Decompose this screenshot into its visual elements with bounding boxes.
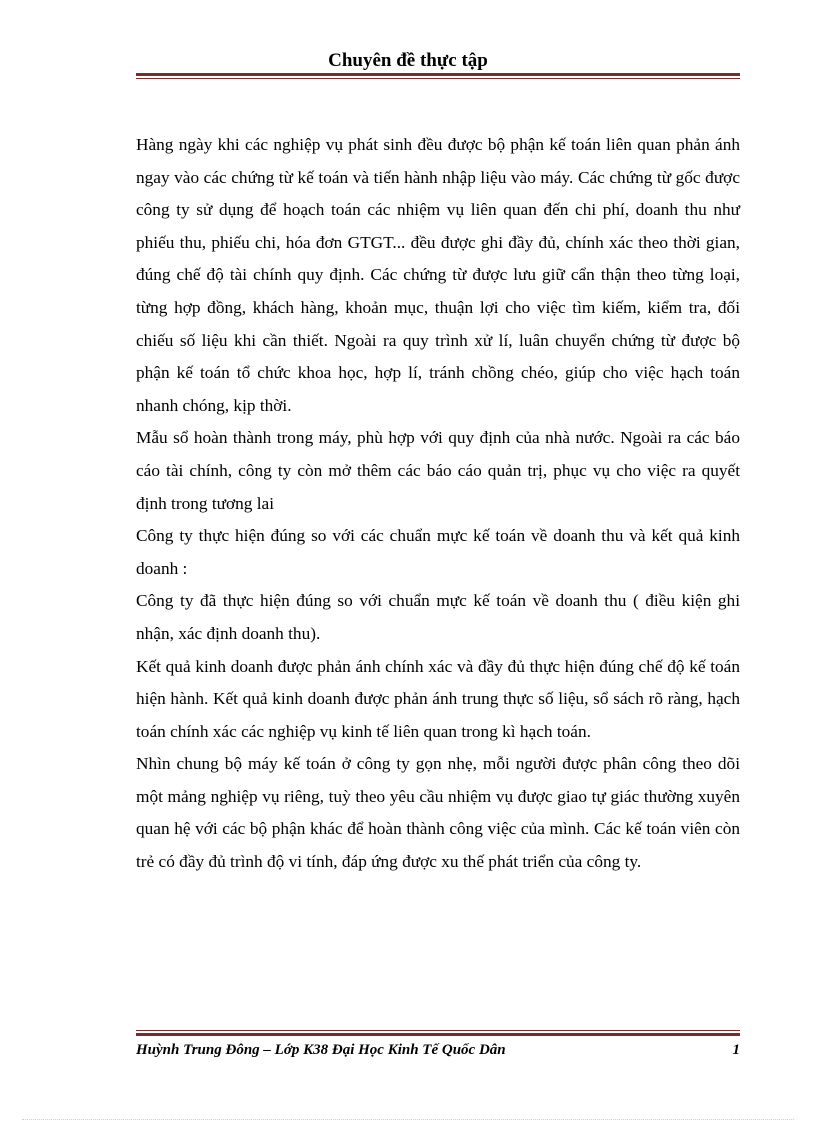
header-rule-thick bbox=[136, 73, 740, 76]
header-rule-thin bbox=[136, 78, 740, 79]
header-title: Chuyên đề thực tập bbox=[328, 50, 488, 71]
paragraph: Công ty thực hiện đúng so với các chuẩn mực kế toán về doanh thu và kết quả kinh doanh : bbox=[136, 526, 740, 578]
page-number: 1 bbox=[732, 1042, 740, 1058]
footer-rule-thin bbox=[136, 1030, 740, 1031]
paragraph: Công ty đã thực hiện đúng so với chuẩn mực kế toán về doanh thu ( điều kiện ghi nhận, xác định doanh thu). bbox=[136, 591, 740, 643]
page-edge-divider bbox=[22, 1119, 794, 1120]
paragraph: Nhìn chung bộ máy kế toán ở công ty gọn nhẹ, mỗi người được phân công theo dõi một mảng nghiệp vụ riêng, tuỳ theo yêu cầu nhiệm vụ được giao tự giác thường xuyên quan hệ với các bộ phận khác để hoàn thành công việc của mình. Các kế toán viên còn trẻ có đầy đủ trình độ vi tính, đáp ứng được xu thế phát triển của công ty. bbox=[136, 754, 740, 872]
paragraph: Hàng ngày khi các nghiệp vụ phát sinh đều được bộ phận kế toán liên quan phản ánh ngay vào các chứng từ kế toán và tiến hành nhập liệu vào máy. Các chứng từ gốc được công ty sử dụng để hoạch toán các nhiệm vụ liên quan đến chi phí, doanh thu như phiếu thu, phiếu chi, hóa đơn GTGT... đều được ghi đầy đủ, chính xác theo thời gian, đúng chế độ tài chính quy định. Các chứng từ được lưu giữ cẩn thận theo từng loại, từng hợp đồng, khách hàng, khoản mục, thuận lợi cho việc tìm kiếm, kiểm tra, đối chiếu số liệu khi cần thiết. Ngoài ra quy trình xử lí, luân chuyển chứng từ được bộ phận kế toán tổ chức khoa học, hợp lí, tránh chồng chéo, giúp cho việc hạch toán nhanh chóng, kịp thời. bbox=[136, 135, 740, 415]
footer-author-line: Huỳnh Trung Đông – Lớp K38 Đại Học Kinh Tế Quốc Dân bbox=[136, 1042, 506, 1058]
paragraph: Kết quả kinh doanh được phản ánh chính xác và đầy đủ thực hiện đúng chế độ kế toán hiện hành. Kết quả kinh doanh được phản ánh trung thực số liệu, sổ sách rõ ràng, hạch toán chính xác các nghiệp vụ kinh tế liên quan trong kì hạch toán. bbox=[136, 656, 740, 741]
body-text bbox=[136, 129, 740, 879]
paragraph: Mẫu sổ hoàn thành trong máy, phù hợp với quy định của nhà nước. Ngoài ra các báo cáo tài chính, công ty còn mở thêm các báo cáo quản trị, phục vụ cho việc ra quyết định trong tương lai bbox=[136, 428, 740, 513]
footer-rule-thick bbox=[136, 1033, 740, 1036]
